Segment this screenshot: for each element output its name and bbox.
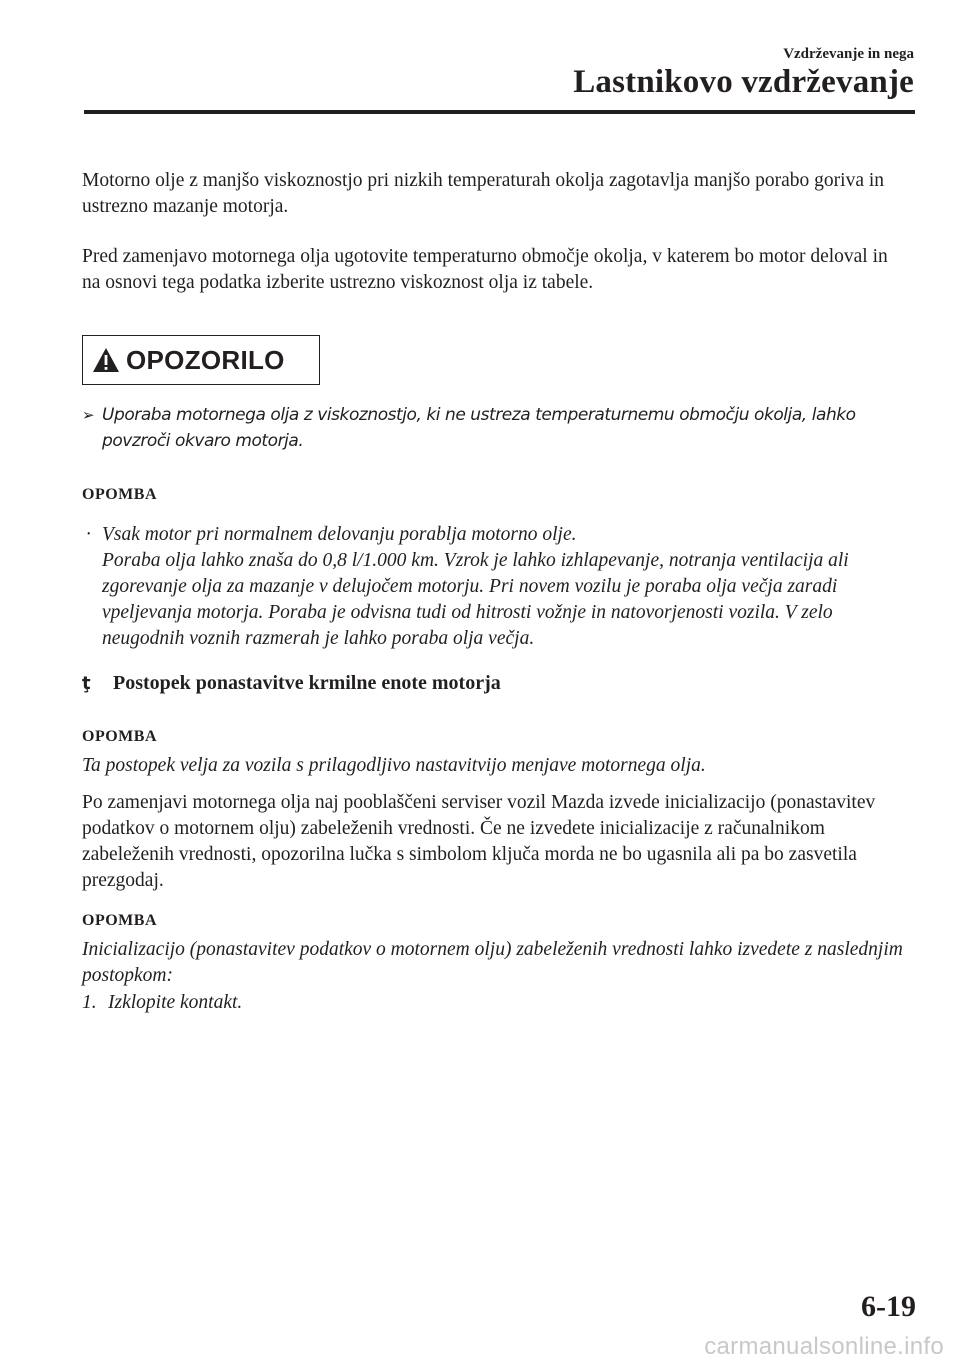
subheading-text: Postopek ponastavitve krmilne enote motorja <box>113 672 501 694</box>
header-section: Vzdrževanje in nega <box>783 46 914 62</box>
arrow-right-icon: ➢ <box>82 406 95 424</box>
paragraph-initialization: Po zamenjavi motornega olja naj pooblaščeni serviser vozil Mazda izvede inicializacijo (ponastavitev podatkov o motornem olju) zabeleženih vrednosti. Če ne izvedete inicializacije z računalnikom zabeleženih vrednosti, opozorilna lučka s simbolom ključa morda ne bo ugasnila ali pa bo zasvetila prezgodaj. <box>82 792 876 891</box>
warning-label: OPOZORILO <box>126 344 285 375</box>
warning-box <box>82 335 320 385</box>
section-marker-icon: ţ <box>82 673 91 694</box>
note-text-2: Ta postopek velja za vozila s prilagodljivo nastavitvijo menjave motornega olja. <box>82 755 706 776</box>
note-label-2: OPOMBA <box>82 728 157 745</box>
paragraph-temperature: Pred zamenjavo motornega olja ugotovite temperaturno območje okolja, v katerem bo motor deloval in na osnovi tega podatka izberite ustrezno viskoznost olja iz tabele. <box>82 246 888 293</box>
bullet-dot-icon: · <box>86 524 91 545</box>
page-number: 6-19 <box>861 1290 916 1323</box>
note-label-3: OPOMBA <box>82 912 157 929</box>
page-title: Lastnikovo vzdrževanje <box>573 64 914 100</box>
warning-item <box>82 402 914 454</box>
note-label-1: OPOMBA <box>82 486 157 503</box>
paragraph-viscosity: Motorno olje z manjšo viskoznostjo pri nizkih temperaturah okolja zagotavlja manjšo porabo goriva in ustrezno mazanje motorja. <box>82 170 885 217</box>
note-bullet-text: Vsak motor pri normalnem delovanju porablja motorno olje. Poraba olja lahko znaša do 0,8 l/1.000 km. Vzrok je lahko izhlapevanje, notranja ventilacija ali zgorevanje olja za mazanje v delujočem motorju. Pri novem vozilu je poraba olja večja zaradi vpeljevanja motorja. Poraba je odvisna tudi od hitrosti vožnje in natovorjenosti vozila. V zelo neugodnih voznih razmerah je lahko poraba olja večja. <box>102 524 849 649</box>
note-bullet <box>82 522 914 652</box>
step-number: 1. <box>82 992 97 1013</box>
step-item <box>82 990 242 1016</box>
step-text: Izklopite kontakt. <box>108 992 243 1013</box>
warning-text: Uporaba motornega olja z viskoznostjo, ki ne ustreza temperaturnemu območju okolja, lahko povzroči okvaro motorja. <box>102 405 856 451</box>
note-text-3: Inicializacijo (ponastavitev podatkov o motornem olju) zabeleženih vrednosti lahko izvedete z naslednjim postopkom: <box>82 939 903 986</box>
watermark: carmanualsonline.info <box>704 1333 944 1360</box>
warning-triangle-icon <box>92 347 120 373</box>
header-rule <box>84 110 915 114</box>
